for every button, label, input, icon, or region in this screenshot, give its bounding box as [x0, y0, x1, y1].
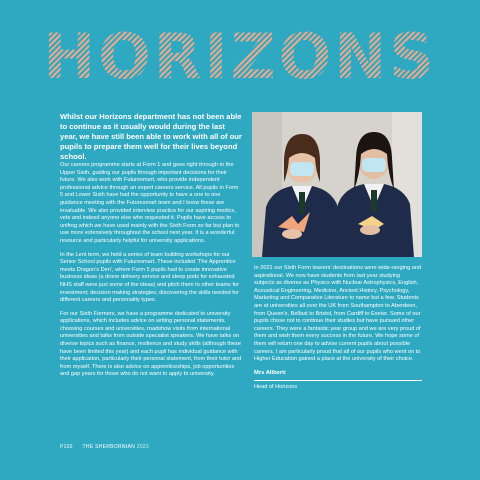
page-footer: [60, 444, 149, 450]
signature-name: Mrs Aliberti: [254, 369, 286, 376]
pupils-photo-illustration: [252, 112, 422, 257]
page-title: HORIZONS: [0, 22, 480, 92]
right-paragraph: In 2021 our Sixth Form leavers’ destinations were wide-ranging and aspirational. We now have students from last year studying subjects as diverse as Physics with Nuclear Astrophysics, English, Acoustical Engineering, Medicine, Ancient History, Psychology, Marketing and Comparative Literature to name but a few. Students are at universities all over the UK from Southampton to Aberdeen, from Queen’s, Belfast to Bristol, from Cardiff to Exeter. Some of our pupils chose not to continue their studies but have pursued other careers. They were a fantastic year group and we are very proud of them and wish them every success in the future. We hope some of them will return one day to advise current pupils about possible careers. I am particularly proud that all of our pupils who went on to Higher Education gained a place at the university of their choice.: [254, 265, 422, 363]
lead-paragraph: Whilst our Horizons department has not been able to continue as it usually would during the last year, we have still been able to work with all of our pupils to prepare them well for their lives beyond school.: [60, 112, 242, 161]
page-number: P102: [60, 444, 73, 450]
left-paragraph: Our careers programme starts at Form 1 and goes right through to the Upper Sixth, guiding our pupils through important decisions for their future. We also work with Futuresmart, who provide independent professional advice through an expert careers service. All pupils in Form 5 and Lower Sixth have had the opportunity to have a one to one guidance meeting with the Futuresmart team and I know these are invaluable. We also provided interview practice for our aspiring medics, vets and indeed anyone else who requested it. Pupils have access to unifrog which we have used mainly with the Sixth Form so far but plan to use more extensively throughout the school next year. It is a wonderful resource and particularly helpful for university applications.: [60, 162, 240, 244]
left-paragraph: In the Lent term, we held a series of team building workshops for our Senior School pupils with Futuresmart. These included ‘The Apprentice meets Dragon’s Den’, where Form 5 pupils had to create innovative business ideas (a drone delivery service and sleep pods for exhausted NHS staff were just some of the ideas) and pitch them to other teams for investment; decision making strategies; discovering the skills needed for different careers and personality types.: [60, 251, 239, 304]
left-column: [60, 162, 242, 385]
left-paragraph: For our Sixth Formers, we have a programme dedicated to university applications, which includes advice on writing personal statements, choosing courses and universities, roadshow visits from international universities and talks from outside specialist speakers. We have talks on diverse topics such as finance, resilience and study skills (although these have been limited this year) and each pupil has individual guidance with their application, particularly their personal statement, from their tutor and from myself. There is also advice on apprenticeships, job opportunities and gap years for those who do not want to apply to university.: [60, 310, 242, 378]
publication-year: 2022: [136, 444, 150, 450]
publication-name: THE SHERBORNIAN: [82, 444, 136, 450]
pupils-photo: [252, 112, 422, 257]
right-column: [254, 265, 422, 392]
signature-role: Head of Horizons: [254, 384, 298, 391]
signature-divider: [254, 380, 422, 381]
